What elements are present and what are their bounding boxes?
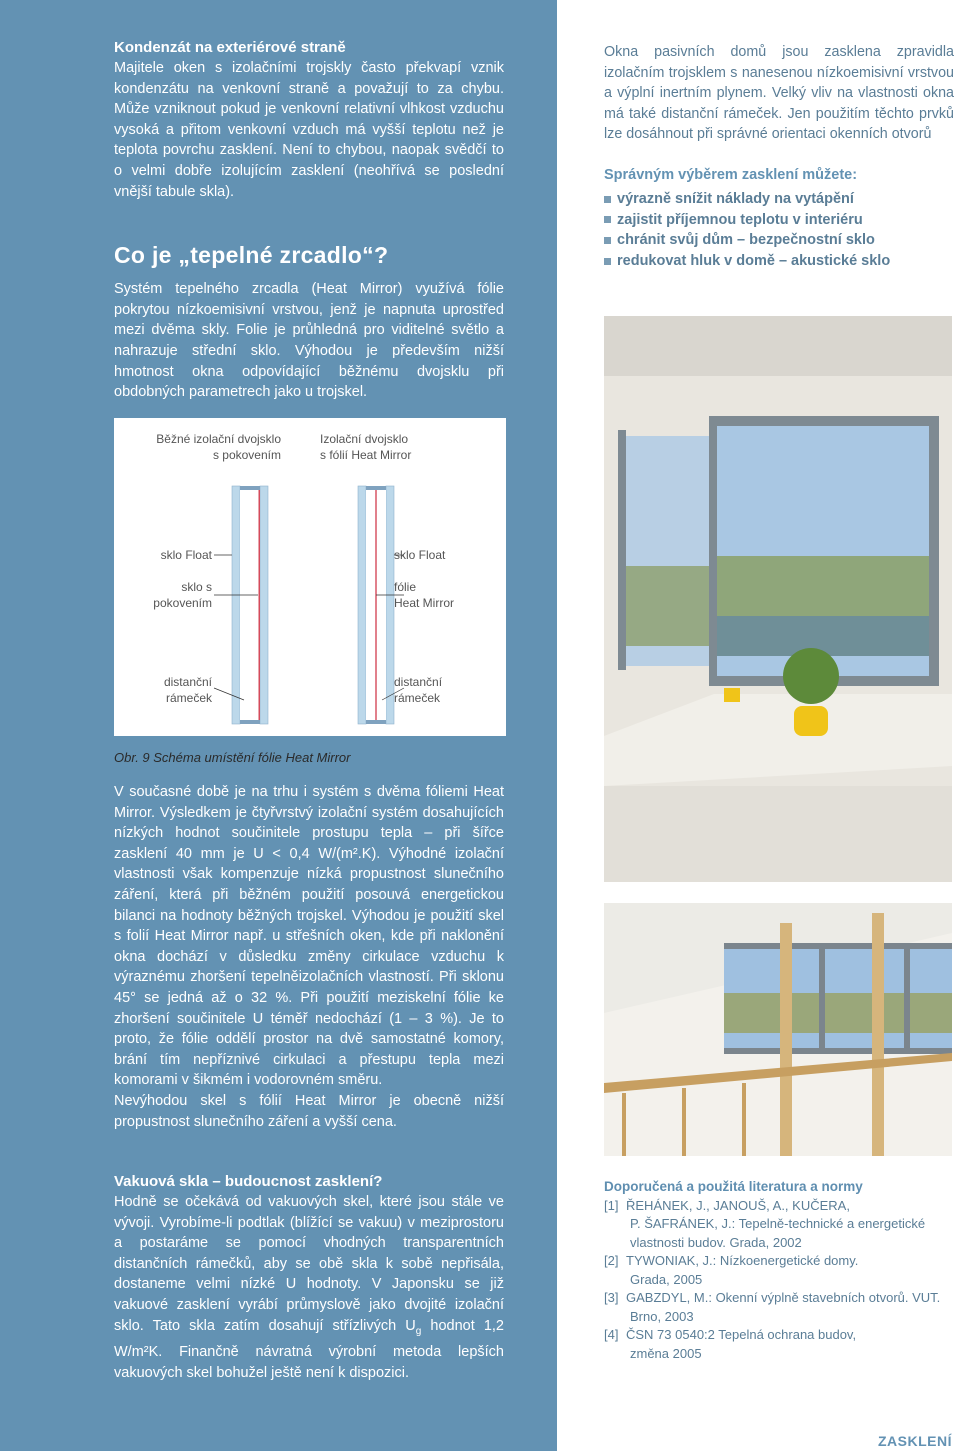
list-item: redukovat hluk v domě – akustické sklo: [604, 251, 954, 272]
heat-mirror-heading: Co je „tepelné zrcadlo“?: [114, 242, 389, 269]
right-foil: [375, 486, 376, 724]
heat-mirror-paragraph-1: V současné době je na trhu i systém s dvěma fóliemi Heat Mirror. Výsledkem je čtyřvrstvý izolační systém dosahujících nízkých hodnot součinitele prostupu tepla – při šířce zasklení 40 mm je U < 0,4 W/(m².K). Výhodné izolační vlastnosti však kompenzuje nízká propustnost slunečního záření, která při běžném použití posouvá energetickou bilanci na hodnoty běžných trojskel. Výhodou je použití skel s folií Heat Mirror např. u střešních oken, kde při naklonění okna dochází v důsledku změny cirkulace vzduchu k výraznému zhoršení tepelněizolačních vlastností. Při sklonu 45° se jedná až o 32 %. Při použití meziskelní fólie ke zhoršení součinitele U téměř nedochází (1 – 3 %). Je to proto, že fólie oddělí prostor na dvě samostatné komory, brání tím nepříznivé cirkulaci a přestupu tepla mezi komorami v šikmém i vodorovném směru.: [114, 784, 504, 1089]
right-spacer-label: distanční rámeček: [394, 675, 443, 705]
reference-item: [2] TYWONIAK, J.: Nízkoenergetické domy. Grada, 2005: [604, 1253, 859, 1287]
right-column: [604, 42, 954, 271]
list-item: chránit svůj dům – bezpečnostní sklo: [604, 230, 954, 251]
bullet-square-icon: [604, 196, 611, 203]
right-spacer-top: [366, 486, 386, 490]
list-item: zajistit příjemnou teplotu v interiéru: [604, 210, 954, 231]
right-spacer-bottom: [366, 720, 386, 724]
bullet-square-icon: [604, 237, 611, 244]
middle-text-block: [114, 782, 504, 1132]
left-float-label: sklo Float: [160, 548, 212, 562]
right-unit-title: Izolační dvojsklo s fólií Heat Mirror: [320, 432, 412, 462]
reference-item: [3] GABZDYL, M.: Okenní výplně stavebních otvorů. VUT. Brno, 2003: [604, 1290, 941, 1324]
vacuum-glass-section: [114, 1172, 504, 1383]
left-coated-label: sklo s pokovením: [153, 580, 212, 610]
condensation-text: Majitele oken s izolačními trojskly často překvapí vznik kondenzátu na venkovní straně a považují to za chybu. Může vzniknout pokud je venkovní relativní vlhkost vzduchu vysoká a přitom venkovní vzduch má vyšší teplotu než je teplota povrchu zasklení. Není to chybou, naopak svědčí to o velmi dobře izolujícím zasklení (neohřívá se poslední vnější tabule skla).: [114, 60, 504, 200]
heat-mirror-paragraph-2: Nevýhodou skel s fólií Heat Mirror je obecně nižší propustnost slunečního záření a vyšší cena.: [114, 1092, 504, 1130]
left-coating: [259, 486, 261, 724]
section-footer-label: ZASKLENÍ: [878, 1433, 952, 1449]
passive-house-intro: Okna pasivních domů jsou zasklena zpravidla izolačním trojsklem s nanesenou nízkoemisivní vrstvou a výplní inertním plynem. Velký vliv na vlastnosti okna má také distanční rámeček. Jen použitím těchto prvků lze dosáhnout při správné orientaci okenních otvorů: [604, 44, 954, 143]
heat-mirror-text: Systém tepelného zrcadla (Heat Mirror) využívá fólie pokrytou nízkoemisivní vrstvou, jenž je napnuta uprostřed mezi dvěma skly. Folie je průhledná pro viditelné světlo a nahrazuje střední sklo. Výhodou je především nižší hmotnost okna odpovídající běžnému dvojsklu při obdobných parametrech jako u trojskel.: [114, 281, 504, 401]
figure-caption: Obr. 9 Schéma umístění fólie Heat Mirror: [114, 750, 351, 765]
left-inner-pane: [260, 486, 268, 724]
corner-window-photo: [604, 316, 952, 882]
staircase-window-photo: [604, 903, 952, 1156]
reference-item: [1] ŘEHÁNEK, J., JANOUŠ, A., KUČERA, P. ŠAFRÁNEK, J.: Tepelně-technické a energetické vlastnosti budov. Grada, 2002: [604, 1197, 926, 1250]
left-unit-title: Běžné izolační dvojsklo s pokovením: [156, 432, 281, 462]
references-heading: Doporučená a použitá literatura a normy: [604, 1179, 863, 1194]
references: [604, 1178, 954, 1363]
right-foil-label: fólie Heat Mirror: [394, 580, 455, 610]
bullet-square-icon: [604, 258, 611, 265]
vacuum-title: Vakuová skla – budoucnost zasklení?: [114, 1173, 383, 1190]
left-outer-pane: [232, 486, 240, 724]
left-spacer-bottom: [240, 720, 260, 724]
left-column: [114, 38, 504, 403]
benefits-list: [604, 189, 954, 271]
list-item: výrazně snížit náklady na vytápění: [604, 189, 954, 210]
glazing-diagram: [114, 418, 506, 736]
left-spacer-top: [240, 486, 260, 490]
condensation-title: Kondenzát na exteriérové straně: [114, 39, 346, 56]
vacuum-text: Hodně se očekává od vakuových skel, které jsou stále ve vývoji. Vyrobíme-li podtlak (blížící se vakuu) v meziprostoru a postaráme se pomocí vhodných transparentních distančních rámečků, aby se obě skla k sobě nepřisála, dostaneme velmi nízké U hodnoty. V Japonsku se již vakuové zasklení vyrábí průmyslově jako dvojité izolační sklo. Tato skla zatím dosahují střízlivých $U_g$ hodnot 1,2 W/m²K. Finančně návratná výrobní metoda lepších vakuových skel bohužel ještě není k dispozici.: [114, 1194, 504, 1381]
right-float-label: sklo Float: [394, 548, 446, 562]
reference-item: [4] ČSN 73 0540:2 Tepelná ochrana budov, změna 2005: [604, 1327, 857, 1361]
bullet-square-icon: [604, 216, 611, 223]
right-inner-pane: [386, 486, 394, 724]
left-spacer-label: distanční rámeček: [163, 675, 212, 705]
left-cavity: [240, 488, 260, 722]
benefits-subhead: Správným výběrem zasklení můžete:: [604, 166, 858, 183]
right-outer-pane: [358, 486, 366, 724]
